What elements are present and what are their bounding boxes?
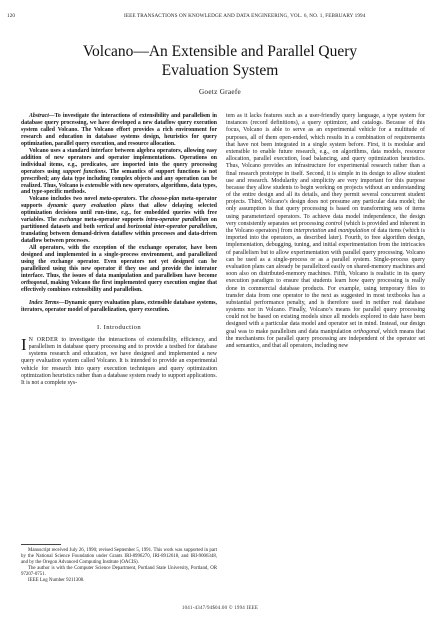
footnote-rule bbox=[21, 544, 61, 545]
title-line-2: Evaluation System bbox=[161, 62, 279, 79]
footnote-affiliation: The author is with the Computer Science Department, Portland State University, Portland, OR 97207-0751. bbox=[21, 566, 217, 578]
abstract-paragraph-4: All operators, with the exception of the exchange operator, have been designed and implemented in a single-process environment, and parallelized using the exchange operator. Even operators not yet designed can be parallelized using this new operator if they use and provide the interator interface. Thus, the issues of data manipulation and parallelism have become orthogonal, making Volcano the first implemented query execution engine that effectively combines extensibility and parallelism. bbox=[21, 245, 217, 293]
abstract-label: Abstract— bbox=[29, 113, 55, 119]
intro-paragraph: I N ORDER to investigate the interactions of extensibility, efficiency, and parallelism in database query processing and to provide a testbed for database systems research and education, we have designed and implemented a new query evaluation system called Volcano. It is intended to provide an experimental vehicle for research into query execution techniques and query optimization optimization heuristics rather than a database system ready to support applications. It is not a complete sys- bbox=[21, 334, 218, 386]
body-paragraph: tem as it lacks features such as a user-friendly query language, a type system for instances (record definitions), a query optimizer, and catalogs. Because of this focus, Volcano is able to serve as an experimental vehicle for a multitude of purposes, all of them open-ended, which results in a combination of requirements that have not been integrated in a single system before. First, it is modular and extensible to enable future research, e.g., on algorithms, data models, resource allocation, parallel execution, load balancing, and query optimization heuristics. Thus, Volcano provides an infrastructure for experimental research rather than a final research prototype in itself. Second, it is simple in its design to allow student use and research. Modularity and simplicity are very important for this purpose because they allow students to begin working on projects without an understanding of the entire design and all its details, and they permit several concurrent student projects. Third, Volcano’s design does not presume any particular data model; the only assumption is that query processing is based on transforming sets of items using parameterized operators. To achieve data model independence, the design very consistently separates set processing control (which is provided and inherent in the Volcano operators) from interpretation and manipulation of data items (which is imported into the operators, as described later). Fourth, to free algorithm design, implementation, debugging, tuning, and initial experimentation from the intricacies of parallelism but to allow experimentation with parallel query processing. Volcano can be used as a single-process or as a parallel system. Single-process query evaluation plans can already be parallelized easily on shared-memory machines and soon also on distributed-memory machines. Fifth, Volcano is realistic in its query execution paradigm to ensure that students learn how query processing is really done in commercial database products. For example, using temporary files to transfer data from one operator to the next as suggested in most textbooks has a substantial performance penalty, and is therefore used in neither real database systems nor in Volcano. Finally, Volcano’s means for parallel query processing could not be based on existing models since all models explored to date have been designed with a particular data model and operator set in mind. Instead, our design goal was to make parallelism and data manipulation orthogonal, which means that the mechanisms for parallel query processing are independent of the operator set and semantics, and that all operators, including new bbox=[226, 113, 425, 349]
paper-title bbox=[20, 42, 420, 80]
section-heading: I. Introduction bbox=[96, 323, 142, 331]
abstract bbox=[21, 113, 217, 294]
author-name: Goetz Graefe bbox=[198, 88, 242, 96]
abstract-paragraph-1: Abstract—To investigate the interactions of extensibility and parallelism in database query processing, we have developed a new dataflow query execution system called Volcano. The Volcano effort provides a rich environment for research and education in database systems design, heuristics for query optimization, parallel query execution, and resource allocation. bbox=[21, 113, 217, 147]
index-terms-label: Index Terms bbox=[29, 299, 59, 306]
abstract-paragraph-3: Volcano includes two novel meta-operators. The choose-plan meta-operator supports dynamic query evaluation plans that allow delaying selected optimization decisions until run-time, e.g., for embedded queries with free variables. The exchange meta-operator supports intra-operator parallelism on partitioned datasets and both vertical and horizontal inter-operator parallelism, translating between demand-driven dataflow within processes and data-driven dataflow between processes. bbox=[21, 196, 218, 245]
footnote-manuscript: Manuscript received July 26, 1990; revised September 5, 1991. This work was supported in part by the National Science Foundation under Grants IRI-8996270, IRI-8912618, and IRI-9006348, and by the Oregon Advanced Computing Institute (OACIS). bbox=[21, 548, 217, 566]
index-terms: Index Terms—Dynamic query evaluation plans, extensible database systems, iterators, operator model of parallelization, query execution. bbox=[21, 299, 217, 313]
right-column bbox=[226, 113, 425, 350]
title-line-1: Volcano—An Extensible and Parallel Query bbox=[82, 43, 358, 60]
abstract-paragraph-2: Volcano uses a standard interface between algebra operators, allowing easy addition of new operators and operator implementations. Operations on individual items, e.g., predicates, are imported into the query processing operators using support functions. The semantics of support functions is not prescribed; any data type including complex objects and any operation can be realized. Thus, Volcano is extensible with new operators, algorithms, data types, and type-specific methods. bbox=[21, 147, 217, 196]
page-number: 120 bbox=[7, 13, 16, 19]
drop-cap: I bbox=[21, 334, 27, 354]
left-column bbox=[21, 113, 217, 387]
copyright-footer: 1041-4347/94$04.00 © 1994 IEEE bbox=[181, 606, 259, 611]
journal-title: IEEE TRANSACTIONS ON KNOWLEDGE AND DATA ENGINEERING, VOL. 6, NO. 1, FEBRUARY 1994 bbox=[124, 13, 366, 19]
footnotes bbox=[21, 548, 217, 585]
footnote-log-number: IEEE Log Number 9211308. bbox=[28, 578, 85, 584]
